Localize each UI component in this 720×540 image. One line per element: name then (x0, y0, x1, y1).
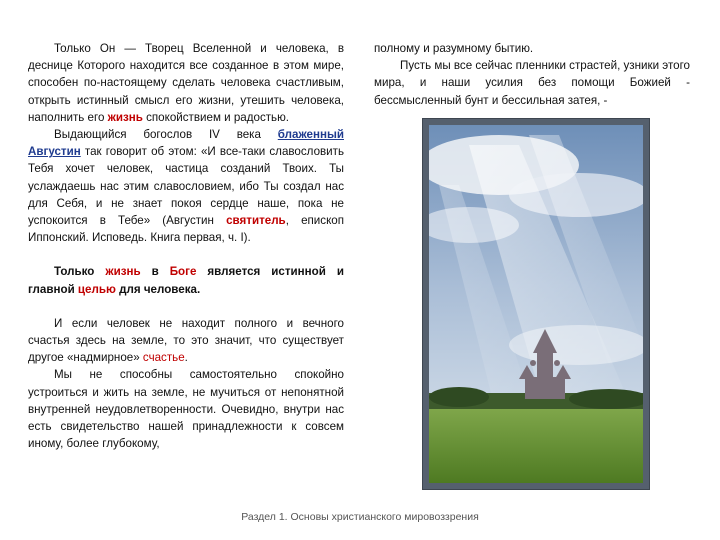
text: так говорит об этом: «И все-таки славословить Тебя хочет человек, частица созданий Твоих. Ты услаждаешь нас этим славословием, ибо Ты создал нас для Себя, и не знает покоя сердце наше, пока не успокоится в Тебе» (Августин (28, 145, 344, 228)
text: для человека. (115, 282, 201, 296)
church-landscape-icon (429, 125, 643, 483)
highlight-word: жизнь (107, 110, 143, 124)
augustine-link[interactable]: блаженный Августин (28, 128, 344, 159)
paragraph-2 (28, 126, 344, 246)
text: И если человек не находит полного и вечного счастья здесь на земле, то это значит, что существует другое «надмирное» (28, 316, 344, 365)
highlight-word: Боге (169, 265, 197, 279)
text: Выдающийся богослов IV века (54, 128, 278, 142)
highlight-word: целью (77, 282, 116, 296)
paragraph-continued: полному и разумному бытию. (374, 42, 534, 55)
highlight-word: жизнь (105, 265, 141, 279)
paragraph-6: Пусть мы все сейчас пленники страстей, узники этого мира, и наши усилия без помощи Божией - бессмысленный бунт и бессильная затея, - (374, 59, 690, 107)
paragraph-1 (28, 40, 344, 126)
text: . (184, 351, 188, 365)
highlight-word: счастье (142, 351, 185, 365)
paragraph-5 (28, 366, 344, 452)
text: спокойствием и радостью. (142, 110, 290, 124)
right-column (374, 40, 690, 109)
paragraph-4 (28, 315, 344, 367)
text: является истинной и главной (28, 265, 344, 296)
text: Только Он — Творец Вселенной и человека, в деснице Которого находится все созданное в этом мире, способен по-настоящему сделать человека счастливым, открыть истинный смысл его жизни, утешить человека, наполнить его (28, 42, 344, 124)
paragraph-3 (28, 263, 344, 297)
footer: Раздел 1. Основы христианского мировоззрения (241, 511, 479, 523)
left-column (28, 40, 344, 452)
highlight-word: святитель (226, 214, 286, 228)
church-landscape-image (422, 118, 650, 490)
text: Только (54, 265, 106, 279)
text: в (140, 265, 170, 279)
text: Мы не способны самостоятельно спокойно устроиться и жить на земле, не мучиться от непонятной внутренней неудовлетворенности. Очевидно, внутри нас есть свидетельство нашей принадлежности к совсем иному, более глубокому, (28, 368, 344, 451)
text: , епископ Иппонский. Исповедь. Книга первая, ч. I). (28, 214, 344, 245)
